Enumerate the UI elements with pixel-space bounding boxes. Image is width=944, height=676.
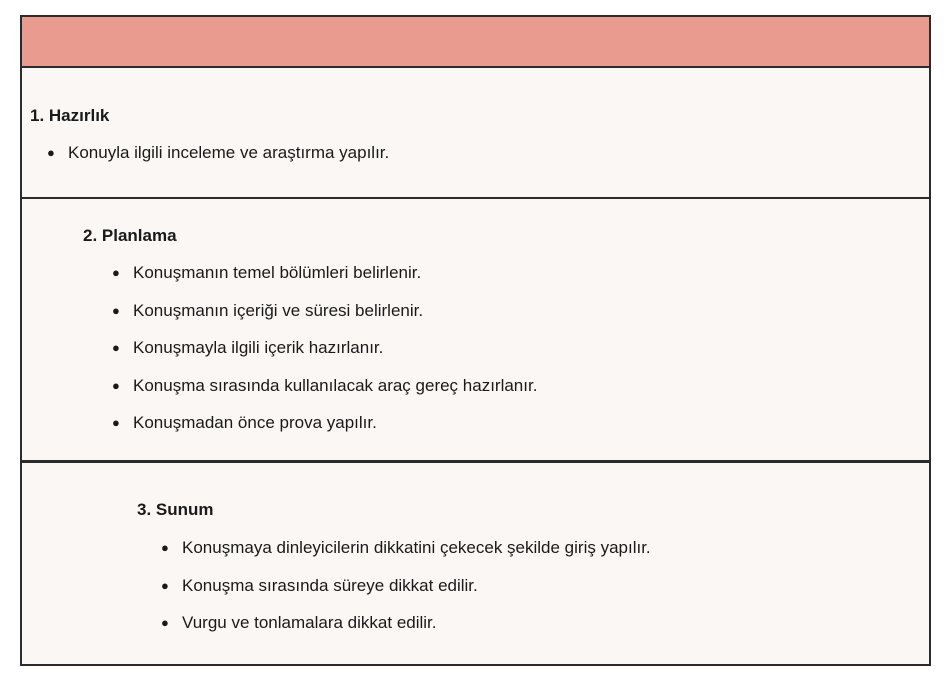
section-sunum: [22, 461, 929, 666]
list-item: ● Vurgu ve tonlamalara dikkat edilir.: [161, 613, 437, 632]
bullet-icon: ●: [112, 265, 120, 280]
bullet-icon: ●: [112, 415, 120, 430]
bullet-list: [47, 143, 389, 181]
section-heading: 3. Sunum: [137, 500, 214, 519]
section-hazirlik: [22, 68, 929, 199]
bullet-icon: ●: [161, 540, 169, 555]
list-item: ● Konuşma sırasında süreye dikkat edilir.: [161, 575, 478, 595]
bullet-icon: ●: [112, 302, 120, 318]
section-heading: 2. Planlama: [83, 226, 177, 245]
bullet-icon: ●: [161, 615, 169, 630]
list-item: ● Konuşma sırasında kullanılacak araç gereç hazırlanır.: [112, 375, 538, 395]
list-item: ● Konuyla ilgili inceleme ve araştırma yapılır.: [47, 143, 390, 162]
bullet-icon: ●: [112, 377, 120, 393]
section-heading: 1. Hazırlık: [30, 106, 110, 125]
header-bar: [22, 17, 929, 68]
list-item: ● Konuşmanın içeriği ve süresi belirlenir.: [112, 300, 424, 320]
list-item: ● Konuşmaya dinleyicilerin dikkatini çekecek şekilde giriş yapılır.: [161, 538, 651, 557]
document-frame: [20, 15, 931, 666]
section-planlama: [22, 199, 929, 461]
bullet-list: [161, 538, 651, 651]
list-item: ● Konuşmadan önce prova yapılır.: [112, 413, 377, 432]
bullet-icon: ●: [47, 145, 55, 160]
bullet-icon: ●: [161, 577, 169, 593]
list-item: ● Konuşmayla ilgili içerik hazırlanır.: [112, 338, 384, 357]
bullet-icon: ●: [112, 340, 120, 355]
list-item: ● Konuşmanın temel bölümleri belirlenir.: [112, 263, 422, 282]
bullet-list: [112, 263, 537, 451]
